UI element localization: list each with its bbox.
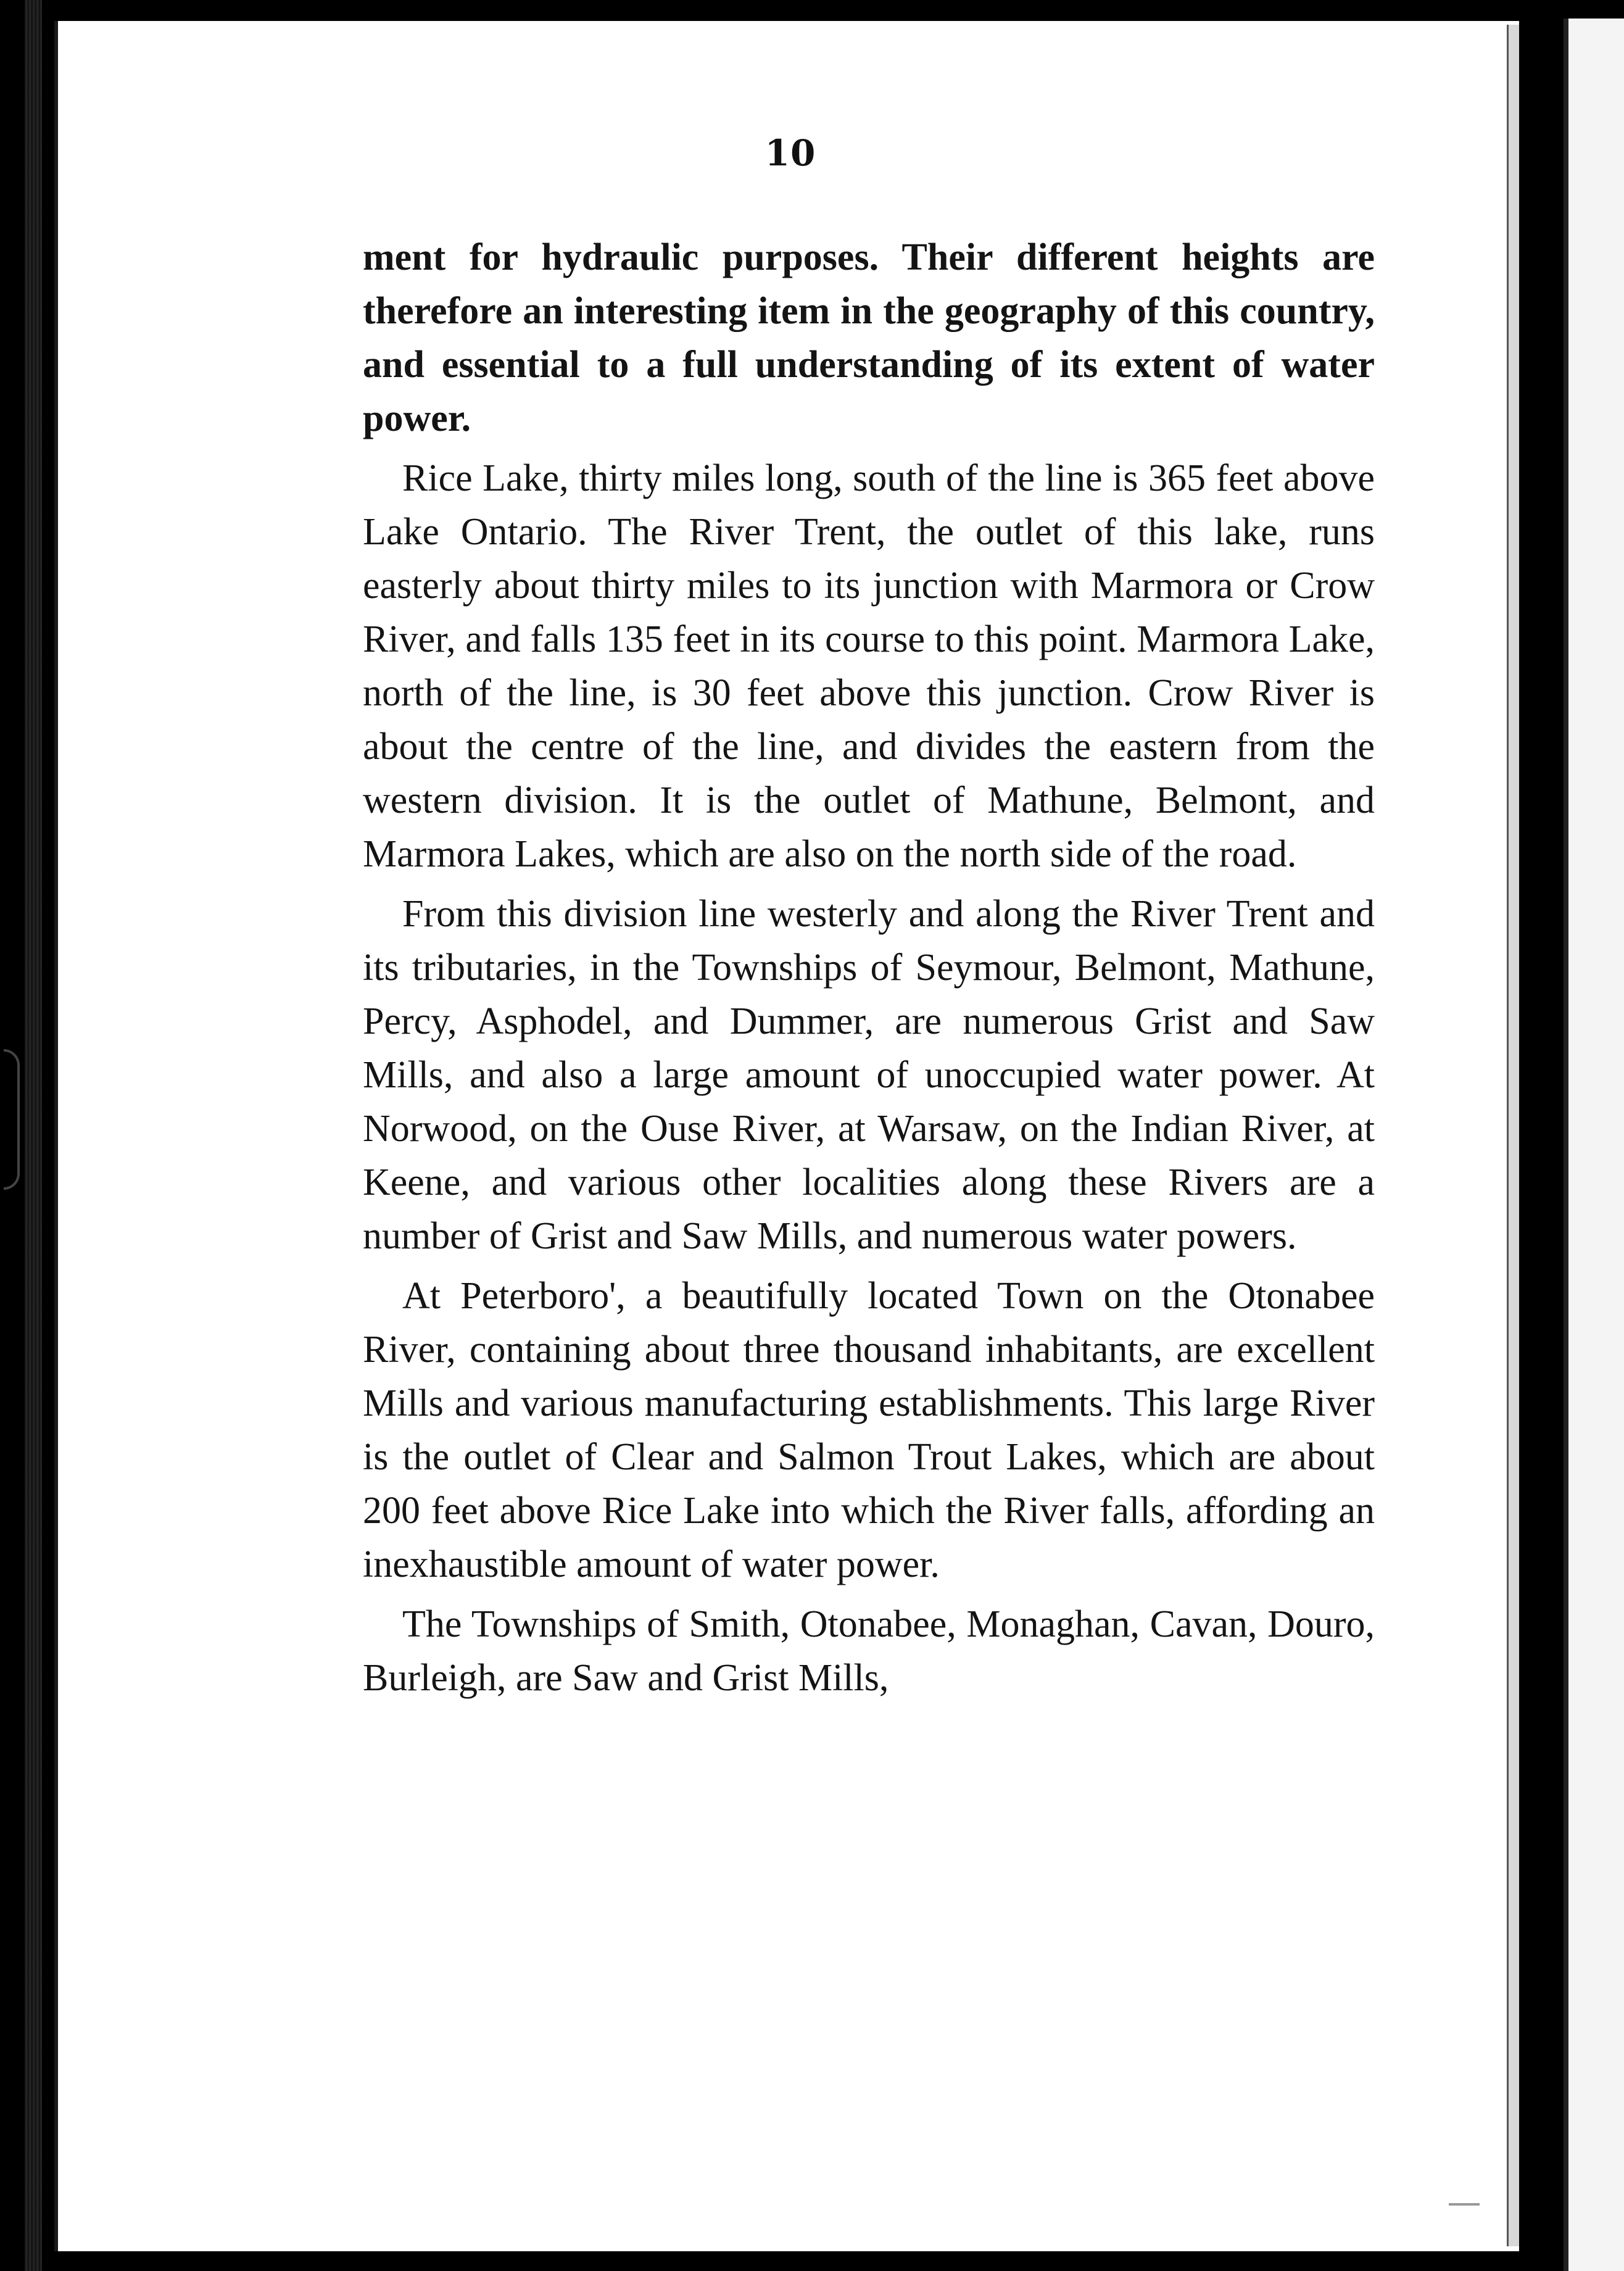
page-text (363, 231, 1375, 1705)
page-number: 10 (764, 132, 816, 174)
paragraph-2: Rice Lake, thirty miles long, south of the line is 365 feet above Lake Ontario. The River Trent, the outlet of this lake, runs easterly about thirty miles to its junction with Marmora or Crow River, and falls 135 feet in its course to this point. Marmora Lake, north of the line, is 30 feet above this junction. Crow River is about the centre of the line, and divides the eastern from the western division. It is the outlet of Mathune, Belmont, and Marmora Lakes, which are also on the north side of the road. (363, 457, 1375, 875)
gutter (1519, 0, 1564, 2271)
paragraph-5: The Townships of Smith, Otonabee, Monaghan, Cavan, Douro, Burleigh, are Saw and Grist Mills, (363, 1603, 1375, 1699)
margin-mark (4, 1049, 20, 1190)
book-page (54, 21, 1523, 2251)
paragraph-3: From this division line westerly and along the River Trent and its tributaries, in the Townships of Seymour, Belmont, Mathune, Percy, Asphodel, and Dummer, are numerous Grist and Saw Mills, and also a large amount of unoccupied water power. At Norwood, on the Ouse River, at Warsaw, on the Indian River, at Keene, and various other localities along these Rivers are a number of Grist and Saw Mills, and numerous water powers. (363, 893, 1375, 1257)
facing-page-sliver (1564, 19, 1624, 2271)
stray-mark (1449, 2203, 1480, 2206)
paragraph-4: At Peterboro', a beautifully located Town on the Otonabee River, containing about three thousand inhabitants, are excellent Mills and various manufacturing establishments. This large River is the outlet of Clear and Salmon Trout Lakes, which are about 200 feet above Rice Lake into which the River falls, affording an inexhaustible amount of water power. (363, 1275, 1375, 1585)
book-spine-left (25, 0, 42, 2271)
paragraph-1: ment for hydraulic purposes. Their different heights are therefore an interesting item in the geography of this country, and essential to a full understanding of its extent of water power. (363, 236, 1375, 439)
